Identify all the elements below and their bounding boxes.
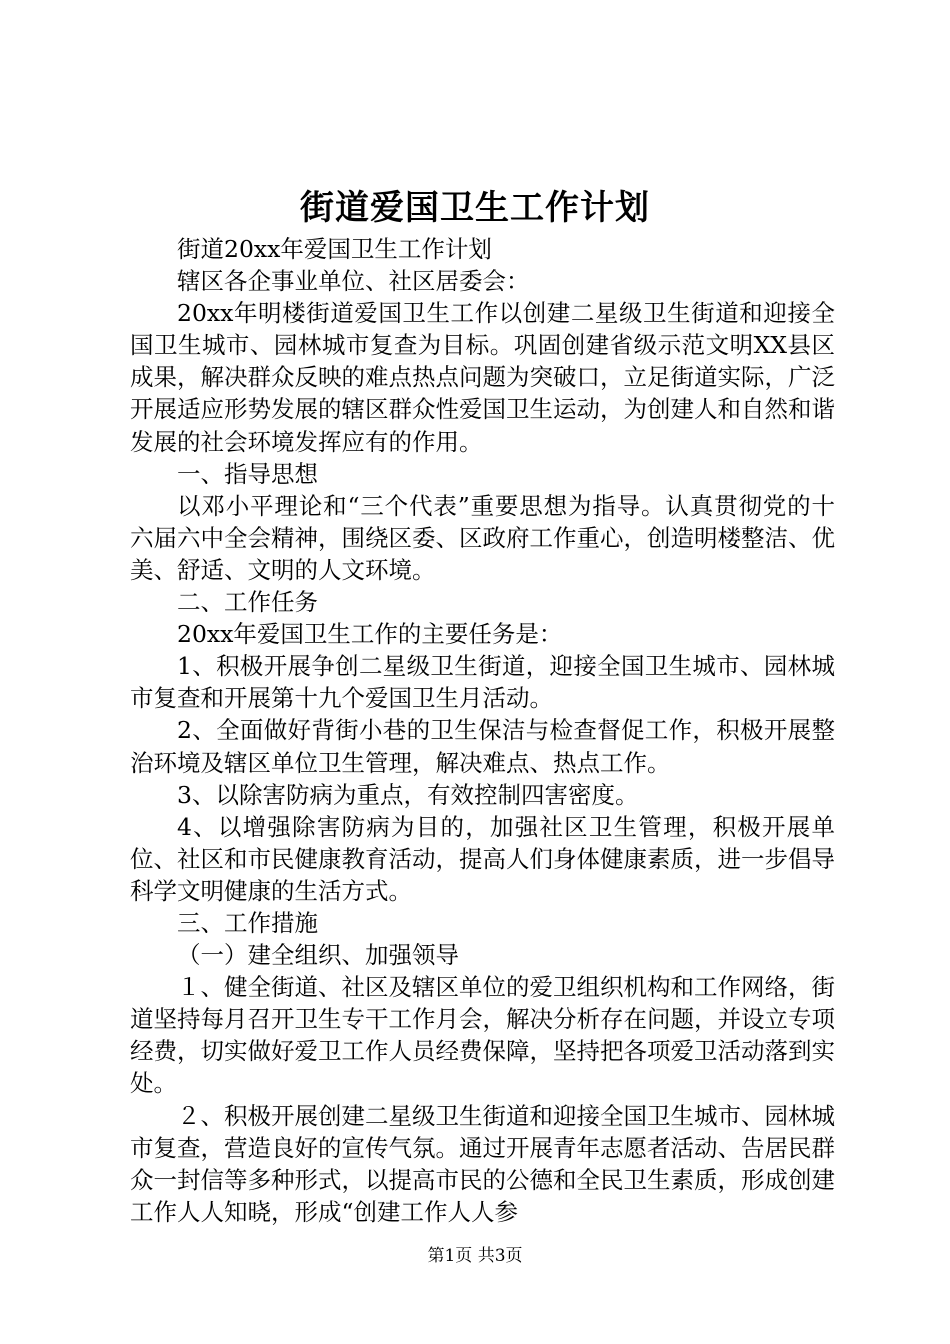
- list-item: 3、以除害防病为重点，有效控制四害密度。: [177, 780, 639, 809]
- subsection-heading: （一）建全组织、加强领导: [177, 941, 459, 970]
- document-body: [130, 233, 835, 1228]
- paragraph: 辖区各企事业单位、社区居委会：: [177, 267, 530, 296]
- document-title: 街道爱国卫生工作计划: [300, 188, 650, 228]
- list-item: 4、以增强除害防病为目的，加强社区卫生管理，积极开展单位、社区和市民健康教育活动，提高人们身体健康素质，进一步倡导科学文明健康的生活方式。: [130, 812, 835, 905]
- section-heading: 二、工作任务: [177, 588, 318, 617]
- paragraph: 20xx年明楼街道爱国卫生工作以创建二星级卫生街道和迎接全国卫生城市、园林城市复查为目标。巩固创建省级示范文明XX县区成果，解决群众反映的难点热点问题为突破口，立足街道实际，广泛开展适应形势发展的辖区群众性爱国卫生运动，为创建人和自然和谐发展的社会环境发挥应有的作用。: [130, 299, 835, 456]
- list-item: ２、积极开展创建二星级卫生街道和迎接全国卫生城市、园林城市复查，营造良好的宣传气氛。通过开展青年志愿者活动、告居民群众一封信等多种形式，以提高市民的公德和全民卫生素质，形成创建工作人人知晓，形成“创建工作人人参: [130, 1101, 835, 1226]
- list-item: １、健全街道、社区及辖区单位的爱卫组织机构和工作网络，街道坚持每月召开卫生专干工作月会，解决分析存在问题，并设立专项经费，切实做好爱卫工作人员经费保障，坚持把各项爱卫活动落到实处。: [130, 973, 835, 1098]
- paragraph: 街道20xx年爱国卫生工作计划: [177, 235, 492, 263]
- list-item: 2、全面做好背街小巷的卫生保洁与检查督促工作，积极开展整治环境及辖区单位卫生管理，解决难点、热点工作。: [130, 716, 835, 777]
- section-heading: 一、指导思想: [177, 459, 318, 488]
- list-item: 1、积极开展争创二星级卫生街道，迎接全国卫生城市、园林城市复查和开展第十九个爱国卫生月活动。: [130, 652, 835, 713]
- paragraph: 20xx年爱国卫生工作的主要任务是：: [177, 620, 563, 649]
- paragraph: 以邓小平理论和“三个代表”重要思想为指导。认真贯彻党的十六届六中全会精神，围绕区委、区政府工作重心，创造明楼整洁、优美、舒适、文明的人文环境。: [130, 491, 835, 584]
- page-number: 第1页 共3页: [427, 1246, 523, 1266]
- section-heading: 三、工作措施: [177, 908, 318, 937]
